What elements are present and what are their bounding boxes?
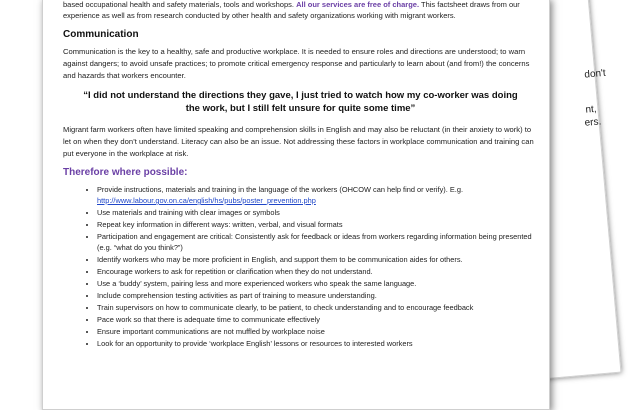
recommendation-list bbox=[63, 184, 538, 349]
list-item bbox=[97, 184, 538, 206]
intro-text: based occupational health and safety materials, tools and workshops. bbox=[63, 0, 294, 9]
communication-paragraph: Communication is the key to a healthy, safe and productive workplace. It is needed to ensure roles and directions are understood; to warn against dangers; to avoid unsafe practices; to promote critical emergency response and particularly to learn about (and from!) the concerns and hazards that workers encounter. bbox=[63, 47, 530, 80]
free-services-highlight: All our services are free of charge. bbox=[296, 0, 420, 9]
list-item: • Ensure important communications are not muffled by workplace noise bbox=[97, 326, 538, 337]
list-item: • Train supervisors on how to communicate clearly, to be patient, to check understanding and to encourage feedback bbox=[97, 302, 538, 313]
therefore-heading: Therefore where possible: bbox=[63, 167, 188, 178]
intro-text-after: This factsheet draws from our experience as well as from research conducted by other health and safety organizations working with migrant workers. bbox=[63, 0, 520, 20]
list-item: • Participation and engagement are critical: Consistently ask for feedback or ideas from workers regarding information being presented (e.g. “what do you think?”) bbox=[97, 231, 538, 253]
back-page-snippet: nt, bbox=[585, 103, 598, 116]
communication-heading: Communication bbox=[63, 29, 139, 40]
list-item: • Include comprehension testing activities as part of training to measure understanding. bbox=[97, 290, 538, 301]
worker-quote: “I did not understand the directions they gave, I just tried to watch how my co-worker was doing the work, but I still felt unsure for quite some time” bbox=[83, 90, 518, 114]
list-item: • Encourage workers to ask for repetition or clarification when they do not understand. bbox=[97, 266, 538, 277]
list-item: • Pace work so that there is adequate time to communicate effectively bbox=[97, 314, 538, 325]
list-item: • Repeat key information in different ways: written, verbal, and visual formats bbox=[97, 219, 538, 230]
list-item: • Use materials and training with clear images or symbols bbox=[97, 207, 538, 218]
list-item-text: Provide instructions, materials and training in the language of the workers (OHCOW can help find or verify). E.g. bbox=[97, 185, 464, 194]
list-item: • Identify workers who may be more proficient in English, and support them to be communication aides for others. bbox=[97, 254, 538, 265]
back-page-snippet: ers. bbox=[584, 116, 602, 129]
factsheet-page bbox=[42, 0, 550, 410]
intro-paragraph bbox=[63, 0, 538, 21]
back-page-snippet: don't bbox=[583, 67, 607, 81]
page-content bbox=[63, 0, 538, 350]
list-item: • Look for an opportunity to provide ‘workplace English’ lessons or resources to interested workers bbox=[97, 338, 538, 349]
list-item: • Use a ‘buddy’ system, pairing less and more experienced workers who speak the same language. bbox=[97, 278, 538, 289]
literacy-paragraph: Migrant farm workers often have limited speaking and comprehension skills in English and may also be reluctant (in their anxiety to work) to let on when they don’t understand. Literacy can also be an issue. Not addressing these factors in workplace communication and training can put everyone in the workplace at risk. bbox=[63, 125, 534, 158]
poster-prevention-link[interactable]: http://www.labour.gov.on.ca/english/hs/pubs/poster_prevention.php bbox=[97, 196, 316, 205]
